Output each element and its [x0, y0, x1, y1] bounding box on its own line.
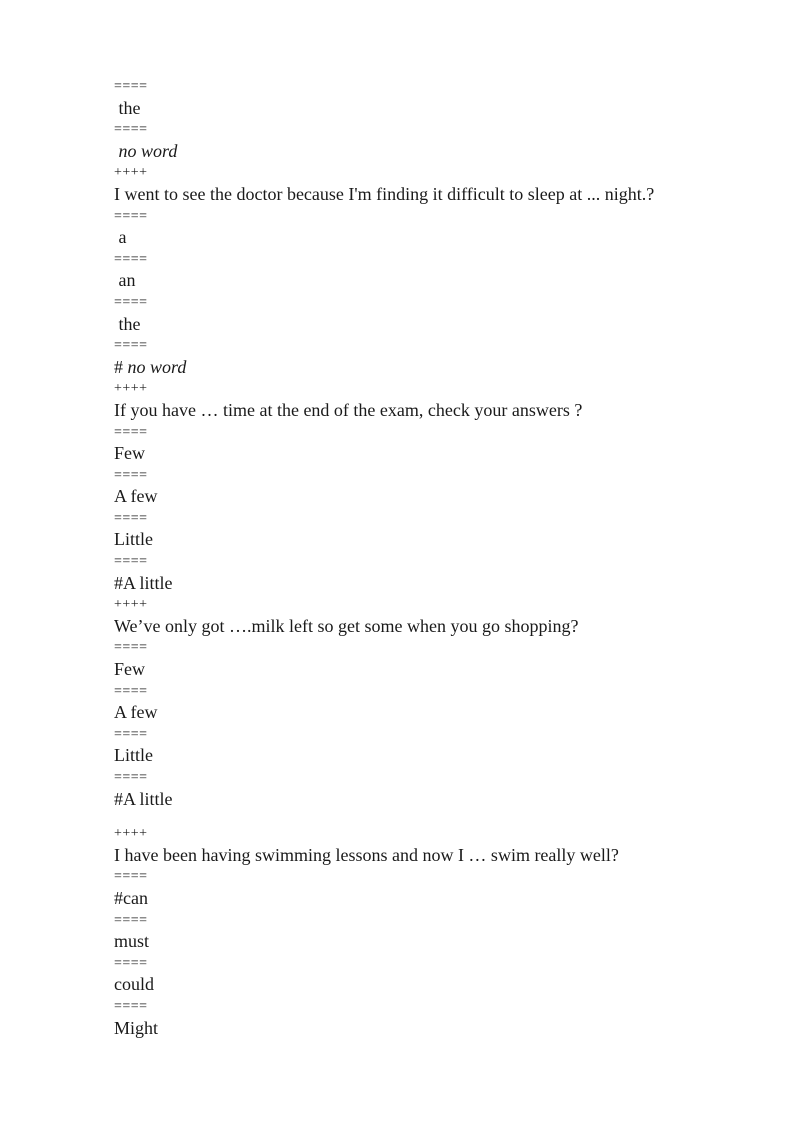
document-page — [114, 76, 754, 1039]
option-separator: ==== — [114, 424, 148, 440]
answer-option — [114, 357, 754, 379]
answer-option: #A little — [114, 572, 173, 593]
answer-option: the — [114, 97, 141, 118]
answer-option: #A little — [114, 788, 173, 809]
answer-option: Few — [114, 659, 145, 680]
option-separator: ==== — [114, 554, 148, 570]
answer-option: the — [114, 313, 141, 334]
option-separator: ==== — [114, 294, 148, 310]
answer-option: no word — [114, 140, 178, 161]
question-text: If you have … time at the end of the exam, check your answers ? — [114, 399, 583, 420]
answer-option: A few — [114, 702, 158, 723]
answer-option: A few — [114, 486, 158, 507]
question-text: I have been having swimming lessons and now I … swim really well? — [114, 844, 619, 865]
answer-option: Little — [114, 529, 153, 550]
option-separator: ==== — [114, 640, 148, 656]
question-text: We’ve only got ….milk left so get some when you go shopping? — [114, 615, 579, 636]
answer-text: no word — [127, 356, 187, 377]
option-separator: ==== — [114, 510, 148, 526]
answer-option: Might — [114, 1017, 159, 1038]
option-separator: ==== — [114, 467, 148, 483]
answer-option: Few — [114, 443, 145, 464]
option-separator: ==== — [114, 338, 148, 354]
option-separator: ==== — [114, 998, 148, 1014]
option-separator: ==== — [114, 122, 148, 138]
option-separator: ==== — [114, 208, 148, 224]
question-separator: ++++ — [114, 826, 148, 842]
answer-marker: # — [114, 356, 128, 377]
question-separator: ++++ — [114, 165, 148, 181]
answer-option: an — [114, 270, 136, 291]
answer-option: Little — [114, 745, 153, 766]
option-separator: ==== — [114, 79, 148, 94]
option-separator: ==== — [114, 912, 148, 928]
option-separator: ==== — [114, 770, 148, 785]
question-separator: ++++ — [114, 597, 148, 613]
question-separator: ++++ — [114, 381, 148, 397]
answer-option: #can — [114, 887, 148, 908]
option-separator: ==== — [114, 869, 148, 885]
option-separator: ==== — [114, 955, 148, 971]
answer-option: must — [114, 931, 150, 952]
answer-option: a — [114, 227, 127, 248]
option-separator: ==== — [114, 683, 148, 699]
option-separator: ==== — [114, 251, 148, 267]
spacer — [114, 810, 754, 823]
answer-option: could — [114, 974, 154, 995]
question-text: I went to see the doctor because I'm finding it difficult to sleep at ... night.? — [114, 183, 655, 204]
option-separator: ==== — [114, 726, 148, 742]
